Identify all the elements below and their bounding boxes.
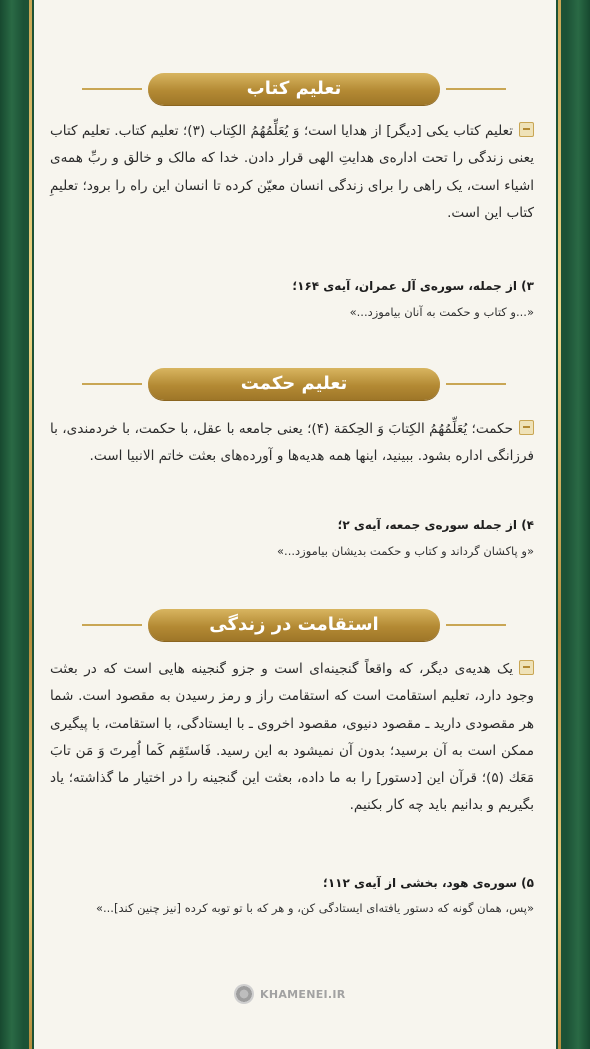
section-body-text: یک هدیه‌ی دیگر، که واقعاً گنجینه‌ای است و جزو گنجینه هایی است که در بعثت وجود دارد، تعلیم استقامت است که استقامت راز و رمز رسیدن به مقصود است. شما هر مقصودی دارید ـ مقصود دنیوی، مقصود اخروی ـ با ایستادگی، با استقامت، با پیگیری ممکن است به آن برسید؛ بدون آن نمیشود به این رسید. فَاستَقِم کَما اُمِرتَ وَ مَن تابَ مَعَك (۵)؛ قرآن این [دستور] را به ما داده، بعثت این گنجینه را در اختیار ما گذاشته؛ یاد بگیریم و بدانیم باید چه کار بکنیم.	[50, 661, 534, 814]
section-heading-banner	[148, 368, 440, 400]
gold-border-left	[29, 0, 32, 1049]
footnote-title: ۵) سوره‌ی هود، بخشی از آیه‌ی ۱۱۲؛	[323, 876, 534, 890]
gold-border-right	[558, 0, 561, 1049]
section-heading: استقامت در زندگی	[209, 614, 379, 635]
section-heading: تعلیم حکمت	[240, 373, 348, 394]
site-name: KHAMENEI.IR	[260, 987, 346, 1001]
section-body	[50, 656, 534, 820]
quote-box-icon	[519, 420, 534, 435]
section-body	[50, 118, 534, 227]
footnote-title: ۴) از جمله سوره‌ی جمعه، آیه‌ی ۲؛	[337, 518, 534, 532]
quote-box-icon	[519, 122, 534, 137]
section-heading-banner	[148, 73, 440, 105]
quote-box-icon	[519, 660, 534, 675]
footnote-text: «پس، همان گونه که دستور یافته‌ای ایستادگی کن، و هر که با تو توبه کرده [نیز چنین کند]...»	[95, 901, 534, 915]
section-heading: تعلیم کتاب	[246, 78, 342, 99]
footnote-text: «و پاکشان گرداند و کتاب و حکمت بدیشان بیاموزد...»	[277, 544, 534, 558]
section-heading-banner	[148, 609, 440, 641]
footer-brand	[234, 981, 364, 1007]
khamenei-logo-icon	[234, 984, 254, 1004]
section-body-text: حکمت؛ یُعَلِّمُهُمُ الکِتابَ وَ الحِکمَة (۴)؛ یعنی جامعه با عقل، با حکمت، با خردمندی، با فرزانگی اداره بشود. ببینید، اینها همه هدیه‌ها و آورده‌های بعثت خاتم الانبیا است.	[50, 421, 534, 465]
section-body-text: تعلیم کتاب یکی [دیگر] از هدایا است؛ وَ یُعَلِّمُهُمُ الکِتاب (۳)؛ تعلیم کتاب. تعلیم کتاب یعنی زندگی را تحت اداره‌ی هدایتِ الهی قرار دادن. خدا که مالک و خالق و ربِّ همه‌ی اشیاء است، یک راهی را برای زندگی انسان معیّن کرده تا انسان این راه را برود؛ تعلیمِ کتاب این است.	[50, 123, 534, 221]
footnote-title: ۳) از جمله، سوره‌ی آل عمران، آیه‌ی ۱۶۴؛	[292, 279, 534, 293]
section-body	[50, 416, 534, 471]
footnote-text: «...و کتاب و حکمت به آنان بیاموزد...»	[349, 305, 534, 319]
